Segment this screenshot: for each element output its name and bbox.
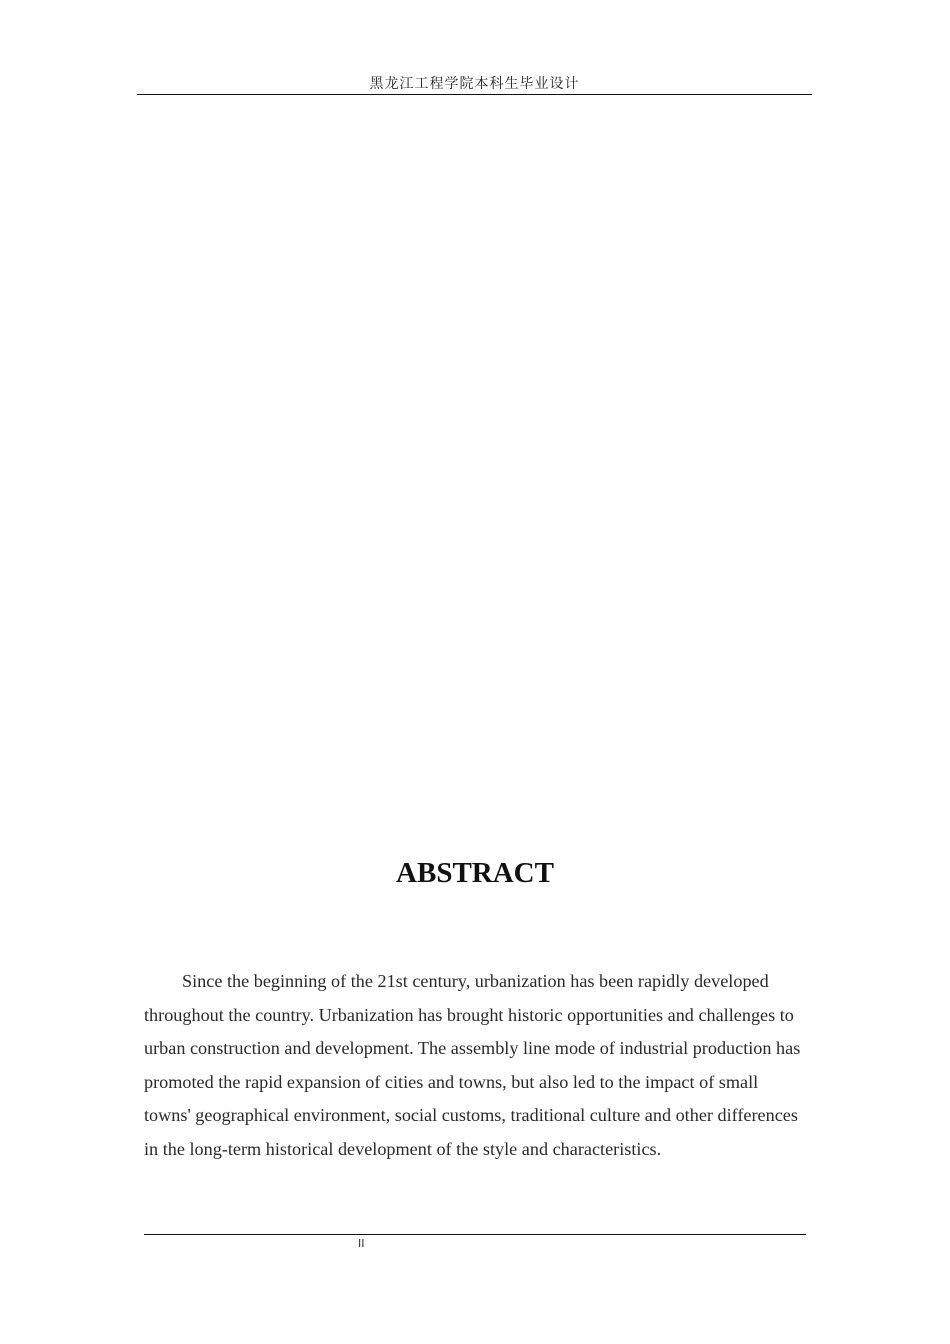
abstract-heading: ABSTRACT <box>396 857 554 889</box>
footer-divider <box>144 1234 806 1235</box>
header-divider <box>137 94 812 95</box>
page-number: II <box>358 1237 365 1250</box>
abstract-text: Since the beginning of the 21st century, urbanization has been rapidly developed throughout the country. Urbanization has brought historic opportunities and challenges to urban construction and development. The assembly line mode of industrial production has promoted the rapid expansion of cities and towns, but also led to the impact of small towns' geographical environment, social customs, traditional culture and other differences in the long-term historical development of the style and characteristics. <box>144 971 801 1159</box>
page-header: 黑龙江工程学院本科生毕业设计 <box>369 76 580 92</box>
abstract-paragraph <box>144 965 806 1167</box>
